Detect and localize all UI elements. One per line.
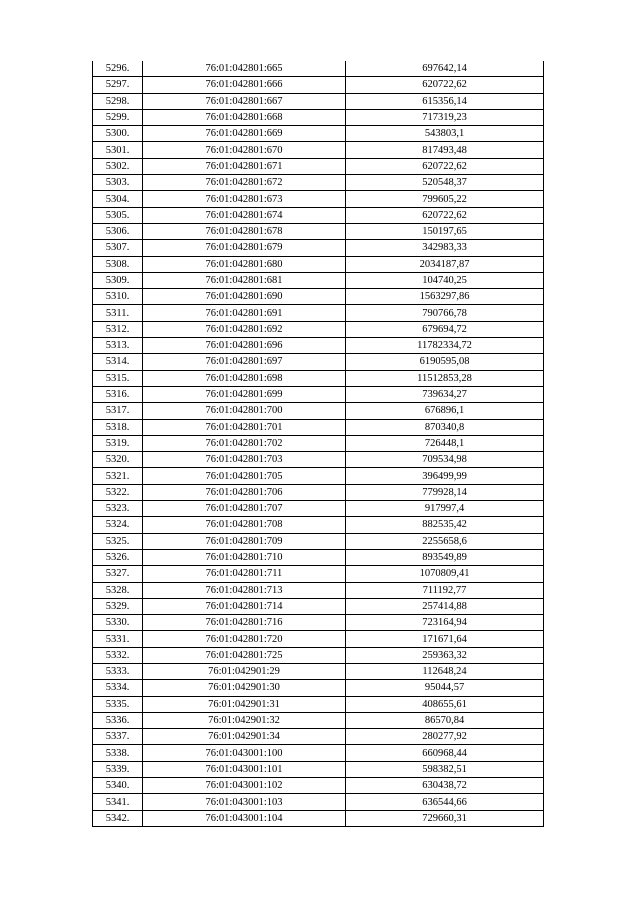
row-number-cell: 5305. bbox=[93, 207, 143, 223]
table-row bbox=[93, 370, 544, 386]
row-number-cell: 5296. bbox=[93, 61, 143, 77]
cadastral-number-cell: 76:01:042801:674 bbox=[143, 207, 346, 223]
table-row bbox=[93, 745, 544, 761]
table-body bbox=[93, 61, 544, 826]
row-number-cell: 5326. bbox=[93, 549, 143, 565]
cadastral-value-cell: 717319,23 bbox=[346, 109, 544, 125]
cadastral-number-cell: 76:01:042801:665 bbox=[143, 61, 346, 77]
table-row bbox=[93, 680, 544, 696]
table-row bbox=[93, 794, 544, 810]
cadastral-value-cell: 799605,22 bbox=[346, 191, 544, 207]
cadastral-value-cell: 726448,1 bbox=[346, 435, 544, 451]
cadastral-value-cell: 95044,57 bbox=[346, 680, 544, 696]
cadastral-value-cell: 598382,51 bbox=[346, 761, 544, 777]
row-number-cell: 5298. bbox=[93, 93, 143, 109]
cadastral-number-cell: 76:01:042801:725 bbox=[143, 647, 346, 663]
cadastral-number-cell: 76:01:042901:34 bbox=[143, 729, 346, 745]
row-number-cell: 5317. bbox=[93, 403, 143, 419]
row-number-cell: 5304. bbox=[93, 191, 143, 207]
table-row bbox=[93, 191, 544, 207]
row-number-cell: 5333. bbox=[93, 663, 143, 679]
table-row bbox=[93, 77, 544, 93]
cadastral-value-cell: 257414,88 bbox=[346, 598, 544, 614]
cadastral-value-cell: 520548,37 bbox=[346, 175, 544, 191]
cadastral-number-cell: 76:01:042801:668 bbox=[143, 109, 346, 125]
row-number-cell: 5337. bbox=[93, 729, 143, 745]
cadastral-number-cell: 76:01:043001:102 bbox=[143, 778, 346, 794]
cadastral-value-cell: 790766,78 bbox=[346, 305, 544, 321]
cadastral-number-cell: 76:01:043001:101 bbox=[143, 761, 346, 777]
cadastral-value-cell: 709534,98 bbox=[346, 452, 544, 468]
cadastral-value-cell: 543803,1 bbox=[346, 126, 544, 142]
cadastral-number-cell: 76:01:042901:32 bbox=[143, 712, 346, 728]
row-number-cell: 5322. bbox=[93, 484, 143, 500]
cadastral-value-cell: 711192,77 bbox=[346, 582, 544, 598]
table-row bbox=[93, 256, 544, 272]
row-number-cell: 5299. bbox=[93, 109, 143, 125]
cadastral-number-cell: 76:01:043001:104 bbox=[143, 810, 346, 826]
cadastral-value-cell: 86570,84 bbox=[346, 712, 544, 728]
cadastral-number-cell: 76:01:042801:709 bbox=[143, 533, 346, 549]
row-number-cell: 5329. bbox=[93, 598, 143, 614]
row-number-cell: 5332. bbox=[93, 647, 143, 663]
row-number-cell: 5308. bbox=[93, 256, 143, 272]
row-number-cell: 5328. bbox=[93, 582, 143, 598]
table-row bbox=[93, 338, 544, 354]
cadastral-number-cell: 76:01:042801:703 bbox=[143, 452, 346, 468]
cadastral-value-cell: 679694,72 bbox=[346, 321, 544, 337]
cadastral-value-cell: 150197,65 bbox=[346, 223, 544, 239]
row-number-cell: 5335. bbox=[93, 696, 143, 712]
row-number-cell: 5342. bbox=[93, 810, 143, 826]
table-row bbox=[93, 207, 544, 223]
table-row bbox=[93, 223, 544, 239]
cadastral-number-cell: 76:01:042801:710 bbox=[143, 549, 346, 565]
cadastral-number-cell: 76:01:042801:697 bbox=[143, 354, 346, 370]
table-row bbox=[93, 142, 544, 158]
row-number-cell: 5338. bbox=[93, 745, 143, 761]
cadastral-value-cell: 630438,72 bbox=[346, 778, 544, 794]
cadastral-value-cell: 615356,14 bbox=[346, 93, 544, 109]
cadastral-value-table bbox=[92, 61, 544, 827]
cadastral-number-cell: 76:01:042901:31 bbox=[143, 696, 346, 712]
row-number-cell: 5319. bbox=[93, 435, 143, 451]
row-number-cell: 5311. bbox=[93, 305, 143, 321]
row-number-cell: 5312. bbox=[93, 321, 143, 337]
row-number-cell: 5330. bbox=[93, 615, 143, 631]
row-number-cell: 5339. bbox=[93, 761, 143, 777]
table-row bbox=[93, 549, 544, 565]
cadastral-number-cell: 76:01:042801:671 bbox=[143, 158, 346, 174]
table-row bbox=[93, 354, 544, 370]
row-number-cell: 5313. bbox=[93, 338, 143, 354]
cadastral-number-cell: 76:01:042801:691 bbox=[143, 305, 346, 321]
table-row bbox=[93, 533, 544, 549]
table-row bbox=[93, 435, 544, 451]
cadastral-value-cell: 280277,92 bbox=[346, 729, 544, 745]
row-number-cell: 5327. bbox=[93, 566, 143, 582]
cadastral-value-cell: 917997,4 bbox=[346, 501, 544, 517]
cadastral-number-cell: 76:01:042801:678 bbox=[143, 223, 346, 239]
table-row bbox=[93, 810, 544, 826]
row-number-cell: 5302. bbox=[93, 158, 143, 174]
table-row bbox=[93, 663, 544, 679]
cadastral-number-cell: 76:01:042801:705 bbox=[143, 468, 346, 484]
cadastral-number-cell: 76:01:042801:700 bbox=[143, 403, 346, 419]
table-row bbox=[93, 615, 544, 631]
cadastral-number-cell: 76:01:042801:706 bbox=[143, 484, 346, 500]
cadastral-value-cell: 620722,62 bbox=[346, 207, 544, 223]
cadastral-value-cell: 893549,89 bbox=[346, 549, 544, 565]
cadastral-number-cell: 76:01:042801:720 bbox=[143, 631, 346, 647]
table-row bbox=[93, 517, 544, 533]
row-number-cell: 5323. bbox=[93, 501, 143, 517]
table-row bbox=[93, 305, 544, 321]
row-number-cell: 5320. bbox=[93, 452, 143, 468]
cadastral-value-cell: 112648,24 bbox=[346, 663, 544, 679]
cadastral-value-cell: 259363,32 bbox=[346, 647, 544, 663]
row-number-cell: 5316. bbox=[93, 386, 143, 402]
cadastral-value-cell: 2255658,6 bbox=[346, 533, 544, 549]
row-number-cell: 5325. bbox=[93, 533, 143, 549]
cadastral-number-cell: 76:01:043001:100 bbox=[143, 745, 346, 761]
table-row bbox=[93, 321, 544, 337]
table-row bbox=[93, 158, 544, 174]
row-number-cell: 5331. bbox=[93, 631, 143, 647]
cadastral-number-cell: 76:01:042801:669 bbox=[143, 126, 346, 142]
cadastral-number-cell: 76:01:042901:29 bbox=[143, 663, 346, 679]
cadastral-number-cell: 76:01:042801:672 bbox=[143, 175, 346, 191]
table-row bbox=[93, 484, 544, 500]
cadastral-value-cell: 1563297,86 bbox=[346, 289, 544, 305]
row-number-cell: 5321. bbox=[93, 468, 143, 484]
row-number-cell: 5340. bbox=[93, 778, 143, 794]
cadastral-value-cell: 171671,64 bbox=[346, 631, 544, 647]
cadastral-value-cell: 739634,27 bbox=[346, 386, 544, 402]
cadastral-number-cell: 76:01:042801:714 bbox=[143, 598, 346, 614]
cadastral-number-cell: 76:01:042801:707 bbox=[143, 501, 346, 517]
cadastral-number-cell: 76:01:042801:713 bbox=[143, 582, 346, 598]
cadastral-value-cell: 408655,61 bbox=[346, 696, 544, 712]
row-number-cell: 5318. bbox=[93, 419, 143, 435]
cadastral-value-cell: 729660,31 bbox=[346, 810, 544, 826]
table-row bbox=[93, 468, 544, 484]
cadastral-value-cell: 6190595,08 bbox=[346, 354, 544, 370]
table-row bbox=[93, 761, 544, 777]
table-row bbox=[93, 386, 544, 402]
table-row bbox=[93, 240, 544, 256]
row-number-cell: 5314. bbox=[93, 354, 143, 370]
cadastral-value-cell: 817493,48 bbox=[346, 142, 544, 158]
cadastral-value-cell: 697642,14 bbox=[346, 61, 544, 77]
cadastral-value-cell: 2034187,87 bbox=[346, 256, 544, 272]
cadastral-number-cell: 76:01:042801:679 bbox=[143, 240, 346, 256]
table-row bbox=[93, 566, 544, 582]
cadastral-value-cell: 636544,66 bbox=[346, 794, 544, 810]
table-row bbox=[93, 452, 544, 468]
table-row bbox=[93, 729, 544, 745]
table-row bbox=[93, 696, 544, 712]
table-row bbox=[93, 403, 544, 419]
cadastral-value-cell: 660968,44 bbox=[346, 745, 544, 761]
cadastral-value-cell: 676896,1 bbox=[346, 403, 544, 419]
cadastral-number-cell: 76:01:042801:692 bbox=[143, 321, 346, 337]
cadastral-value-cell: 11512853,28 bbox=[346, 370, 544, 386]
table-row bbox=[93, 126, 544, 142]
row-number-cell: 5300. bbox=[93, 126, 143, 142]
cadastral-value-cell: 342983,33 bbox=[346, 240, 544, 256]
table-row bbox=[93, 598, 544, 614]
cadastral-number-cell: 76:01:042801:698 bbox=[143, 370, 346, 386]
table-row bbox=[93, 631, 544, 647]
cadastral-number-cell: 76:01:042801:708 bbox=[143, 517, 346, 533]
row-number-cell: 5334. bbox=[93, 680, 143, 696]
cadastral-value-cell: 620722,62 bbox=[346, 77, 544, 93]
cadastral-number-cell: 76:01:043001:103 bbox=[143, 794, 346, 810]
cadastral-number-cell: 76:01:042901:30 bbox=[143, 680, 346, 696]
cadastral-value-cell: 104740,25 bbox=[346, 272, 544, 288]
table-row bbox=[93, 778, 544, 794]
cadastral-value-cell: 396499,99 bbox=[346, 468, 544, 484]
cadastral-number-cell: 76:01:042801:701 bbox=[143, 419, 346, 435]
table-row bbox=[93, 109, 544, 125]
table-row bbox=[93, 419, 544, 435]
cadastral-value-cell: 882535,42 bbox=[346, 517, 544, 533]
row-number-cell: 5310. bbox=[93, 289, 143, 305]
cadastral-value-cell: 1070809,41 bbox=[346, 566, 544, 582]
row-number-cell: 5341. bbox=[93, 794, 143, 810]
row-number-cell: 5301. bbox=[93, 142, 143, 158]
row-number-cell: 5306. bbox=[93, 223, 143, 239]
table-row bbox=[93, 501, 544, 517]
row-number-cell: 5297. bbox=[93, 77, 143, 93]
cadastral-value-cell: 723164,94 bbox=[346, 615, 544, 631]
cadastral-number-cell: 76:01:042801:666 bbox=[143, 77, 346, 93]
cadastral-number-cell: 76:01:042801:673 bbox=[143, 191, 346, 207]
cadastral-number-cell: 76:01:042801:711 bbox=[143, 566, 346, 582]
cadastral-value-cell: 870340,8 bbox=[346, 419, 544, 435]
cadastral-value-cell: 11782334,72 bbox=[346, 338, 544, 354]
row-number-cell: 5303. bbox=[93, 175, 143, 191]
cadastral-number-cell: 76:01:042801:680 bbox=[143, 256, 346, 272]
cadastral-value-cell: 620722,62 bbox=[346, 158, 544, 174]
row-number-cell: 5315. bbox=[93, 370, 143, 386]
table-row bbox=[93, 61, 544, 77]
table-row bbox=[93, 289, 544, 305]
table-row bbox=[93, 712, 544, 728]
cadastral-number-cell: 76:01:042801:690 bbox=[143, 289, 346, 305]
row-number-cell: 5307. bbox=[93, 240, 143, 256]
row-number-cell: 5336. bbox=[93, 712, 143, 728]
cadastral-value-cell: 779928,14 bbox=[346, 484, 544, 500]
table-row bbox=[93, 582, 544, 598]
cadastral-number-cell: 76:01:042801:699 bbox=[143, 386, 346, 402]
table-row bbox=[93, 175, 544, 191]
table-row bbox=[93, 93, 544, 109]
cadastral-number-cell: 76:01:042801:681 bbox=[143, 272, 346, 288]
cadastral-number-cell: 76:01:042801:667 bbox=[143, 93, 346, 109]
table-row bbox=[93, 272, 544, 288]
cadastral-number-cell: 76:01:042801:716 bbox=[143, 615, 346, 631]
row-number-cell: 5324. bbox=[93, 517, 143, 533]
table-row bbox=[93, 647, 544, 663]
row-number-cell: 5309. bbox=[93, 272, 143, 288]
cadastral-number-cell: 76:01:042801:696 bbox=[143, 338, 346, 354]
cadastral-number-cell: 76:01:042801:702 bbox=[143, 435, 346, 451]
cadastral-number-cell: 76:01:042801:670 bbox=[143, 142, 346, 158]
